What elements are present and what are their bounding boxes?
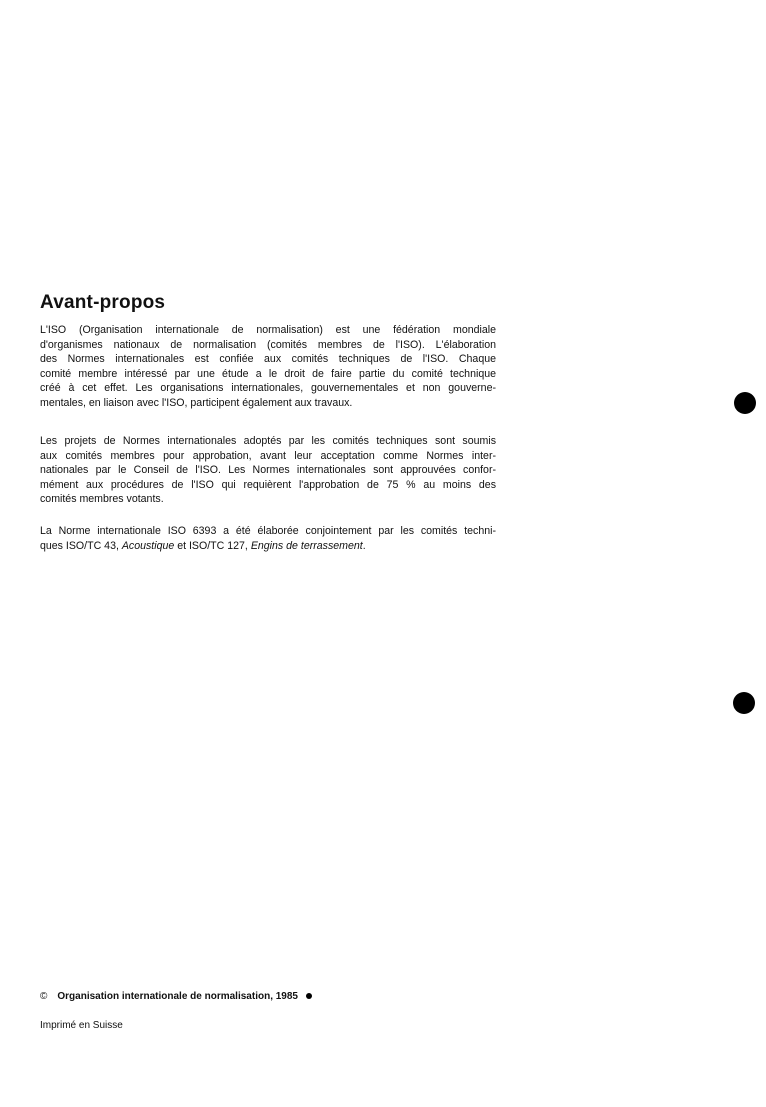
- text-line: d'organismes nationaux de normalisation (comités membres de l'ISO). L'élaboration: [40, 338, 496, 351]
- text-line: des Normes internationales est confiée aux comités techniques de l'ISO. Chaque: [40, 353, 496, 366]
- page-title: Avant-propos: [40, 292, 166, 313]
- binding-hole-icon: [734, 392, 756, 414]
- text-line: nationales par le Conseil de l'ISO. Les Normes internationales sont approuvées confor-: [40, 464, 496, 477]
- paragraph-intro: [40, 323, 496, 411]
- text-segment: et ISO/TC 127,: [174, 539, 251, 552]
- text-line: créé à cet effet. Les organisations internationales, gouvernementales et non gouverne-: [40, 382, 496, 395]
- text-line: comité membre intéressé par une étude a le droit de faire partie du comité technique: [40, 367, 496, 380]
- printed-in: Imprimé en Suisse: [40, 1020, 123, 1031]
- copyright-text: Organisation internationale de normalisation, 1985: [57, 991, 298, 1002]
- text-line: aux comités membres pour approbation, avant leur acceptation comme Normes inter-: [40, 449, 496, 462]
- committee-name-acoustique: Acoustique: [121, 539, 175, 552]
- copyright-icon: ©: [40, 991, 48, 1002]
- text-segment: ques ISO/TC 43,: [40, 539, 122, 552]
- copyright-notice: [40, 991, 312, 1002]
- paragraph-approval: [40, 434, 496, 507]
- bullet-icon: [306, 993, 312, 999]
- text-line: comités membres votants.: [40, 493, 164, 506]
- text-line: mentales, en liaison avec l'ISO, participent également aux travaux.: [40, 396, 353, 409]
- committee-name-engins: Engins de terrassement: [250, 539, 363, 552]
- binding-hole-icon: [733, 692, 755, 714]
- text-line: mément aux procédures de l'ISO qui requièrent l'approbation de 75 % au moins des: [40, 478, 496, 491]
- text-line: La Norme internationale ISO 6393 a été élaborée conjointement par les comités techni-: [40, 525, 496, 537]
- text-line: [40, 539, 496, 554]
- text-segment: .: [362, 539, 366, 552]
- text-line: L'ISO (Organisation internationale de normalisation) est une fédération mondiale: [40, 324, 496, 336]
- paragraph-standard: [40, 524, 496, 553]
- text-line: Les projets de Normes internationales adoptés par les comités techniques sont soumis: [40, 435, 496, 447]
